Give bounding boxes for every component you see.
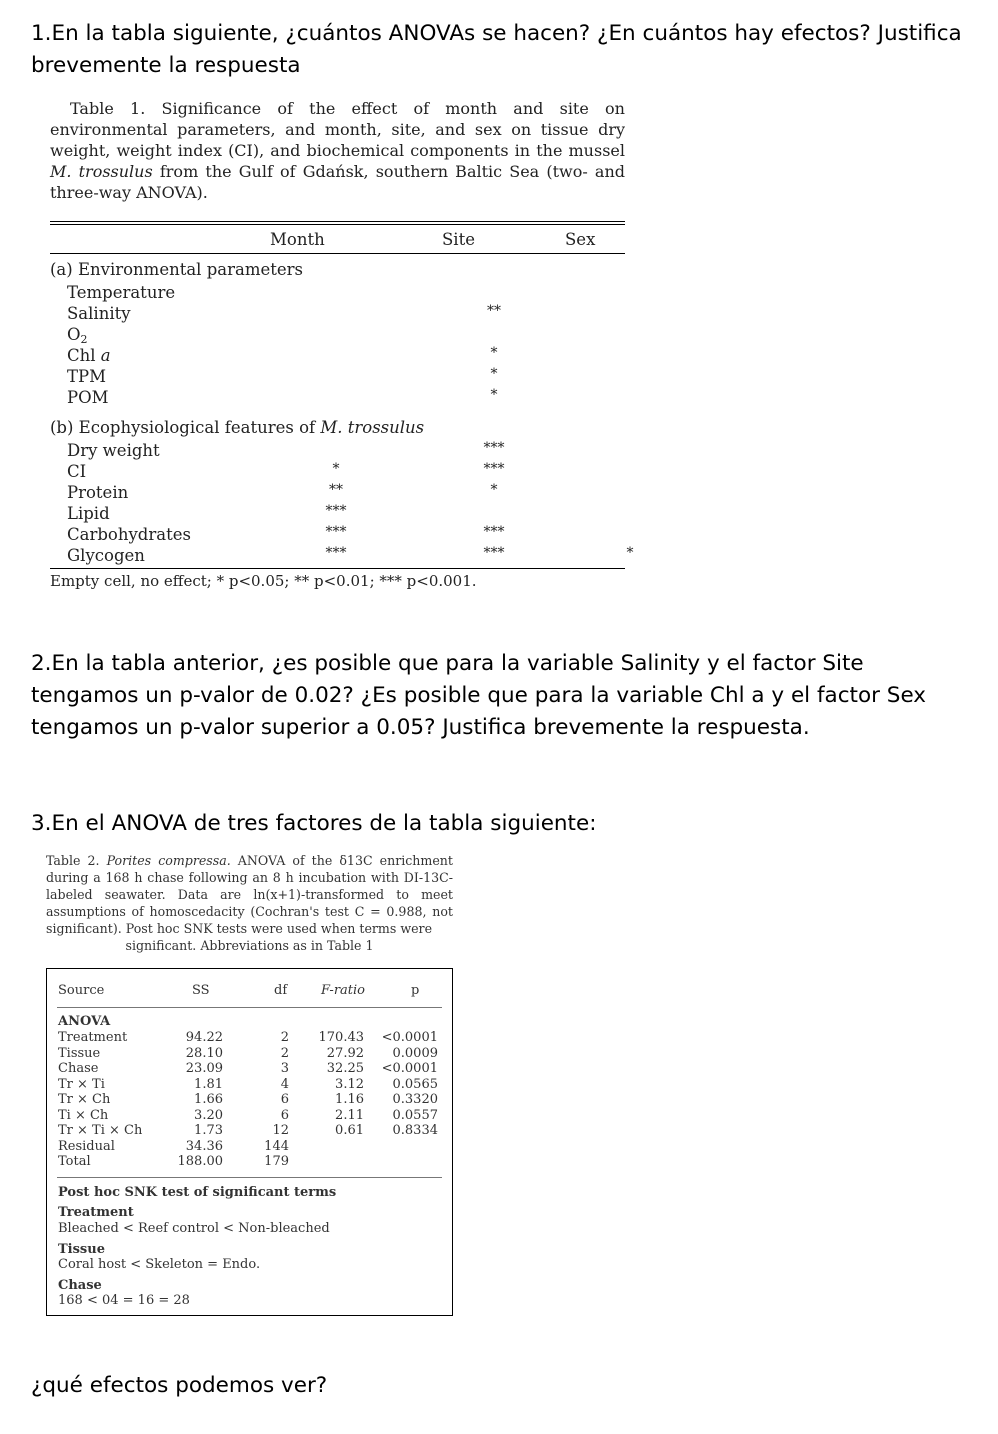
row-label: CI (67, 462, 87, 481)
header-f-ratio: F-ratio (321, 983, 366, 998)
f-ratio-cell: 0.61 (335, 1123, 364, 1138)
header-source: Source (58, 983, 105, 998)
question-4: ¿qué efectos podemos ver? (31, 1373, 328, 1398)
table-row (50, 503, 625, 524)
row-label: Dry weight (67, 441, 160, 460)
df-cell: 2 (280, 1045, 289, 1061)
row-label-italic: a (100, 346, 111, 365)
source-cell: Residual (58, 1138, 115, 1154)
table-2-middle-rule (57, 1177, 442, 1178)
ss-cell: 28.10 (185, 1045, 223, 1061)
source-cell: Tr × Ch (58, 1092, 111, 1107)
month-significance: ** (329, 482, 343, 498)
row-label: O (67, 325, 81, 344)
df-cell: 4 (280, 1076, 289, 1092)
table-1-caption (50, 98, 625, 203)
row-label: Salinity (67, 304, 131, 323)
f-ratio-cell: 1.16 (335, 1092, 364, 1107)
table-2-caption-text: ANOVA of the δ13C enrichment during a 168 h chase following an 8 h incubation with DI-13C-labeled seawater. Data are ln(x+1)-transformed to meet assumptions of homoscedacity (Cochran's test C = 0.988, not significant). Post hoc SNK tests were used when terms were (46, 853, 453, 936)
source-cell: Ti × Ch (58, 1107, 109, 1123)
anova-row (47, 1046, 452, 1062)
site-significance: *** (483, 440, 505, 456)
tissue-order: Coral host < Skeleton = Endo. (58, 1257, 261, 1272)
header-p: p (411, 983, 420, 998)
df-cell: 3 (280, 1061, 289, 1076)
ss-cell: 94.22 (185, 1030, 223, 1045)
table-row (50, 545, 634, 566)
table-1 (50, 98, 634, 593)
anova-row (47, 1092, 452, 1108)
p-cell: 0.0009 (392, 1045, 438, 1061)
table-row (50, 303, 625, 324)
ss-cell: 1.73 (194, 1123, 223, 1138)
source-cell: Tr × Ti (58, 1076, 105, 1092)
df-cell: 6 (280, 1107, 289, 1123)
f-ratio-cell: 2.11 (335, 1107, 364, 1123)
header-ss: SS (192, 983, 210, 998)
row-label: Chl (67, 346, 96, 365)
row-label: Lipid (67, 504, 110, 523)
section-b-heading (50, 416, 625, 440)
ss-cell: 23.09 (185, 1061, 223, 1076)
site-significance: * (490, 387, 498, 403)
table-2 (46, 968, 453, 1316)
question-2: 2.En la tabla anterior, ¿es posible que para la variable Salinity y el factor Site tengamos un p-valor de 0.02? ¿Es posible que para la variable Chl a y el factor Sex tengamos un p-valor superior a 0.05? Justifica brevemente la respuesta. (31, 651, 927, 740)
month-significance: *** (325, 503, 347, 519)
table-2-caption-species: Porites compressa. (106, 853, 231, 868)
chase-label: Chase (58, 1278, 102, 1293)
anova-row (47, 1154, 452, 1170)
df-cell: 179 (264, 1154, 289, 1169)
posthoc-title: Post hoc SNK test of significant terms (58, 1185, 337, 1200)
anova-row (47, 1077, 452, 1093)
df-cell: 12 (272, 1123, 289, 1138)
anova-row (47, 1139, 452, 1155)
site-significance: *** (483, 545, 505, 561)
table-2-caption (46, 852, 453, 954)
row-label: Temperature (67, 283, 176, 302)
row-label: POM (67, 388, 109, 407)
table-1-footnote: Empty cell, no effect; * p<0.05; ** p<0.01; *** p<0.001. (50, 572, 477, 590)
header-site: Site (442, 230, 475, 249)
site-significance: ** (487, 303, 501, 319)
table-2-caption-label: Table 2. (46, 853, 100, 868)
sex-significance: * (626, 545, 634, 561)
row-label-subscript: 2 (80, 333, 88, 346)
df-cell: 2 (280, 1030, 289, 1045)
anova-row (47, 1061, 452, 1077)
anova-row (47, 1108, 452, 1124)
anova-row (47, 1123, 452, 1139)
table-row (50, 282, 625, 303)
ss-cell: 3.20 (194, 1107, 223, 1123)
p-cell: 0.8334 (392, 1123, 438, 1138)
row-label-wrap (67, 345, 111, 366)
f-ratio-cell: 170.43 (318, 1030, 364, 1045)
site-significance: * (490, 345, 498, 361)
row-label: Carbohydrates (67, 525, 191, 544)
tissue-label: Tissue (58, 1242, 105, 1257)
source-cell: Chase (58, 1061, 99, 1076)
table-row (50, 440, 625, 461)
site-significance: *** (483, 461, 505, 477)
table-1-caption-text-1: Significance of the effect of month and site on environmental parameters, and month, site, and sex on tissue dry weight, weight index (CI), and biochemical components in the mussel (50, 99, 625, 160)
site-significance: *** (483, 524, 505, 540)
p-cell: 0.3320 (392, 1092, 438, 1107)
row-label: Protein (67, 483, 129, 502)
table-1-caption-label: Table 1. (70, 99, 146, 118)
row-label: TPM (67, 367, 107, 386)
section-a-heading: (a) Environmental parameters (50, 260, 303, 279)
ss-cell: 1.66 (194, 1092, 223, 1107)
source-cell: Total (58, 1154, 91, 1169)
header-month: Month (270, 230, 325, 249)
chase-order: 168 < 04 = 16 = 28 (58, 1293, 190, 1308)
f-ratio-cell: 32.25 (326, 1061, 364, 1076)
treatment-label: Treatment (58, 1205, 134, 1220)
table-1-caption-text-2: from the Gulf of Gdańsk, southern Baltic Sea (two- and three-way ANOVA). (50, 162, 626, 202)
section-b-species: M. trossulus (320, 418, 425, 437)
ss-cell: 188.00 (177, 1154, 223, 1169)
anova-row (47, 1030, 452, 1046)
df-cell: 6 (280, 1092, 289, 1107)
table-row (50, 482, 625, 503)
df-cell: 144 (264, 1138, 289, 1154)
table-row (50, 461, 625, 482)
f-ratio-cell: 27.92 (326, 1045, 364, 1061)
question-1: 1.En la tabla siguiente, ¿cuántos ANOVAs se hacen? ¿En cuántos hay efectos? Justifica brevemente la respuesta (31, 21, 962, 78)
source-cell: Tissue (58, 1045, 101, 1061)
table-row (50, 324, 625, 345)
site-significance: * (490, 366, 498, 382)
header-df: df (274, 983, 288, 998)
question-3: 3.En el ANOVA de tres factores de la tabla siguiente: (31, 811, 597, 836)
section-b-prefix: (b) Ecophysiological features of (50, 418, 316, 437)
month-significance: *** (325, 524, 347, 540)
table-1-caption-species: M. trossulus (50, 162, 153, 181)
f-ratio-cell: 3.12 (335, 1076, 364, 1092)
table-row (50, 387, 625, 408)
p-cell: <0.0001 (381, 1061, 438, 1076)
row-label: Glycogen (67, 546, 145, 565)
source-cell: Treatment (58, 1030, 128, 1045)
ss-cell: 1.81 (194, 1076, 223, 1092)
table-row (50, 345, 625, 366)
ss-cell: 34.36 (185, 1138, 223, 1154)
table-2-caption-last: significant. Abbreviations as in Table 1 (125, 938, 374, 953)
month-significance: *** (325, 545, 347, 561)
header-sex: Sex (565, 230, 596, 249)
p-cell: 0.0565 (392, 1076, 438, 1092)
table-2-header-rule (57, 1007, 442, 1008)
table-row (50, 366, 625, 387)
p-cell: <0.0001 (381, 1030, 438, 1045)
table-row (50, 524, 625, 545)
anova-label: ANOVA (58, 1014, 111, 1029)
p-cell: 0.0557 (392, 1107, 438, 1123)
treatment-order: Bleached < Reef control < Non-bleached (58, 1221, 330, 1236)
source-cell: Tr × Ti × Ch (58, 1123, 143, 1138)
month-significance: * (332, 461, 340, 477)
site-significance: * (490, 482, 498, 498)
table-1-header-row (50, 225, 625, 254)
